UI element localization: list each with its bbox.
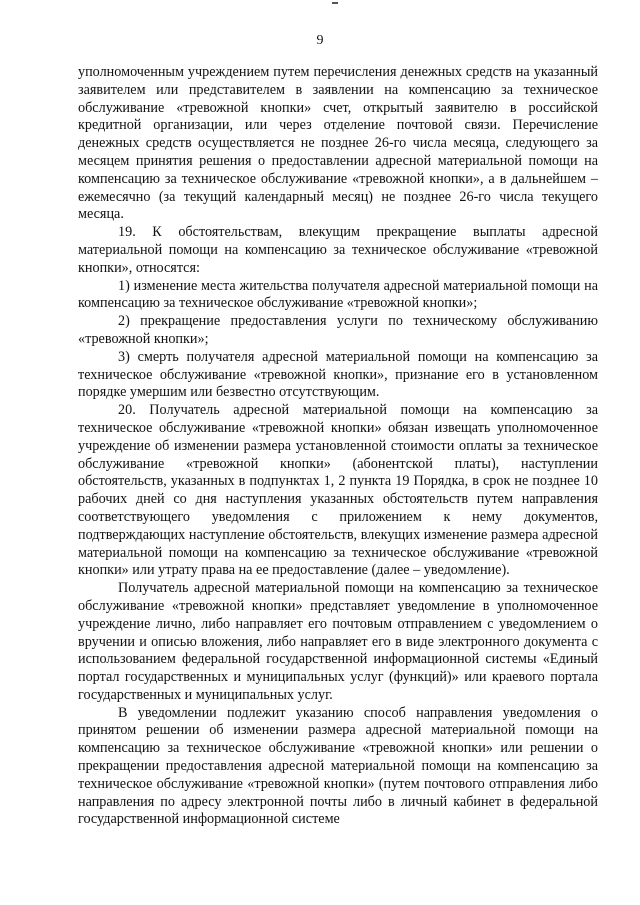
paragraph-notification-method: В уведомлении подлежит указанию способ направления уведомления о принятом решении об изменении размера адресной материальной помощи на компенсацию за техническое обслуживание «тревожной кнопки» или решении о прекращении предоставления адресной материальной помощи на компенсацию за техническое обслуживание «тревожной кнопки» (путем почтового отправления либо направления по адресу электронной почты либо в личный кабинет в федеральной государственной информационной системе: [78, 704, 598, 828]
paragraph-submission: Получатель адресной материальной помощи на компенсацию за техническое обслуживание «тревожной кнопки» представляет уведомление в уполномоченное учреждение лично, либо направляет его почтовым отправлением с уведомлением о вручении и описью вложения, либо направляет его в виде электронного документа с использованием федеральной государственной информационной системы «Единый портал государственных и муниципальных услуг (функций)» или краевого портала государственных и муниципальных услуг.: [78, 580, 598, 703]
paragraph-subitem-2: 2) прекращение предоставления услуги по техническому обслуживанию «тревожной кнопки»;: [78, 313, 598, 347]
paragraph-item-20: 20. Получатель адресной материальной помощи на компенсацию за техническое обслуживание «тревожной кнопки» обязан извещать уполномоченное учреждение об изменении размера установленной стоимости оплаты за техническое обслуживание «тревожной кнопки» (абонентской платы), наступлении обстоятельств, указанных в подпунктах 1, 2 пункта 19 Порядка, в срок не позднее 10 рабочих дней со дня наступления указанных обстоятельств путем направления соответствующего уведомления с приложением к нему документов, подтверждающих наступление обстоятельств, влекущих изменение размера адресной материальной помощи на компенсацию за техническое обслуживание «тревожной кнопки» или утрату права на ее предоставление (далее – уведомление).: [78, 402, 598, 579]
paragraph-subitem-3: 3) смерть получателя адресной материальной помощи на компенсацию за техническое обслуживание «тревожной кнопки», признание его в установленном порядке умершим или безвестно отсутствующим.: [78, 348, 598, 401]
paragraph-item-19: 19. К обстоятельствам, влекущим прекращение выплаты адресной материальной помощи на компенсацию за техническое обслуживание «тревожной кнопки», относятся:: [78, 224, 598, 276]
paragraph-subitem-1: 1) изменение места жительства получателя адресной материальной помощи на компенсацию за техническое обслуживание «тревожной кнопки»;: [78, 277, 598, 312]
paragraph-continuation: уполномоченным учреждением путем перечисления денежных средств на указанный заявителем или представителем в заявлении на компенсацию за техническое обслуживание «тревожной кнопки» счет, открытый заявителю в российской кредитной организации, или через отделение почтовой связи. Перечисление денежных средств осуществляется не позднее 26-го числа месяца, следующего за месяцем принятия решения о предоставлении адресной материальной помощи на компенсацию за техническое обслуживание «тревожной кнопки», а в дальнейшем – ежемесячно (за текущий календарный месяц) не позднее 26-го числа текущего месяца.: [78, 64, 598, 223]
document-body: [78, 64, 598, 829]
scan-artifact: [332, 2, 338, 4]
page-number: 9: [316, 33, 324, 48]
